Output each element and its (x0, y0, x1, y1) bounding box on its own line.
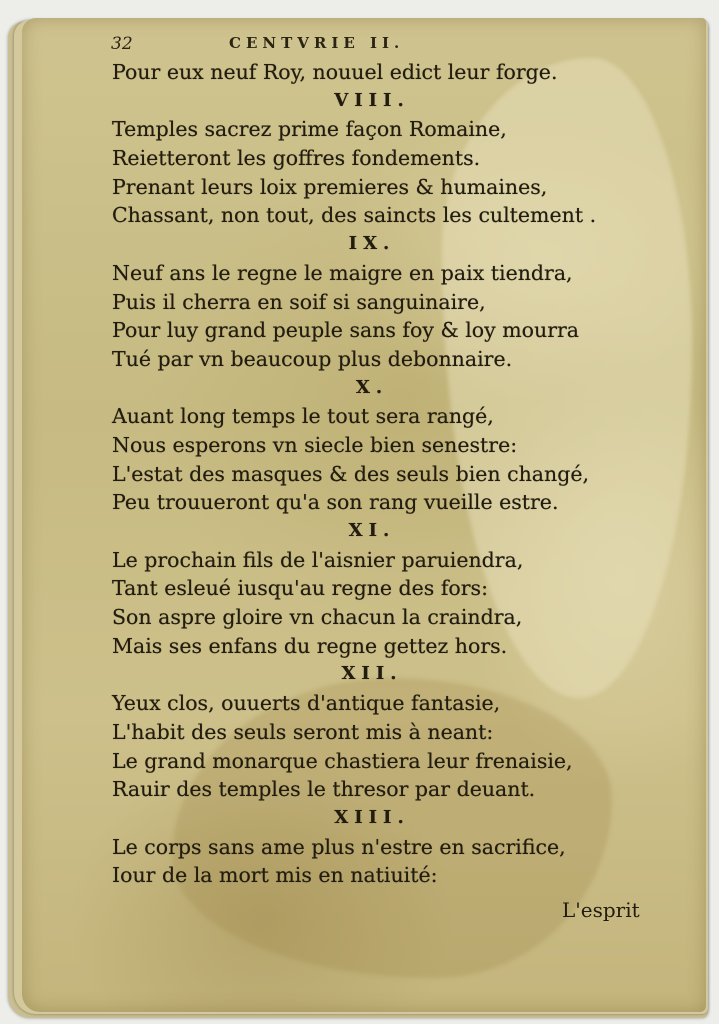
verse-line: Le prochain fils de l'aisnier paruiendra, (112, 547, 524, 572)
quatrain-numeral: X. (355, 376, 389, 398)
verse-line: Nous esperons vn siecle bien senestre: (112, 432, 518, 457)
verse-line: Auant long temps le tout sera rangé, (112, 404, 494, 429)
verse-line: Peu trouueront qu'a son rang vueille estre. (112, 490, 559, 515)
verse-line: Son aspre gloire vn chacun la craindra, (112, 605, 523, 630)
verse-line: Puis il cherra en soif si sanguinaire, (112, 289, 486, 314)
quatrain-numeral: XIII. (334, 806, 410, 828)
book-page (22, 18, 706, 1012)
quatrain-numeral: IX. (348, 233, 396, 255)
quatrain-numeral: XII. (341, 663, 403, 685)
verse-line: Le grand monarque chastiera leur frenaisie, (112, 748, 573, 773)
verse-line: Tant esleué iusqu'au regne des fors: (112, 576, 488, 601)
verse-line: Tué par vn beaucoup plus debonnaire. (112, 346, 513, 371)
page-header (111, 34, 571, 60)
verse-line: Iour de la mort mis en natiuité: (112, 863, 438, 888)
quatrain-numeral: VIII. (334, 89, 410, 111)
verse-line: Reietteront les goffres fondements. (112, 146, 481, 171)
verse-line: Pour luy grand peuple sans foy & loy mourra (112, 318, 580, 343)
verse-line: L'estat des masques & des seuls bien changé, (112, 461, 589, 486)
verse-line: Le corps sans ame plus n'estre en sacrifice, (112, 834, 566, 859)
page-number: 32 (111, 34, 133, 54)
quatrain-text-block (112, 58, 672, 890)
verse-line: Pour eux neuf Roy, nouuel edict leur forge. (112, 60, 558, 84)
verse-line: Temples sacrez prime façon Romaine, (112, 117, 507, 142)
verse-line: Chassant, non tout, des saincts les cultement . (112, 203, 597, 228)
verse-line: Prenant leurs loix premieres & humaines, (112, 174, 548, 199)
running-head: CENTVRIE II. (229, 34, 405, 52)
verse-line: Neuf ans le regne le maigre en paix tiendra, (112, 260, 573, 285)
verse-line: Yeux clos, ouuerts d'antique fantasie, (112, 691, 501, 716)
catchword: L'esprit (562, 898, 640, 922)
quatrain-numeral: XI. (348, 520, 396, 541)
verse-line: Mais ses enfans du regne gettez hors. (112, 633, 508, 658)
verse-line: Rauir des temples le thresor par deuant. (112, 777, 536, 802)
verse-line: L'habit des seuls seront mis à neant: (112, 719, 494, 744)
